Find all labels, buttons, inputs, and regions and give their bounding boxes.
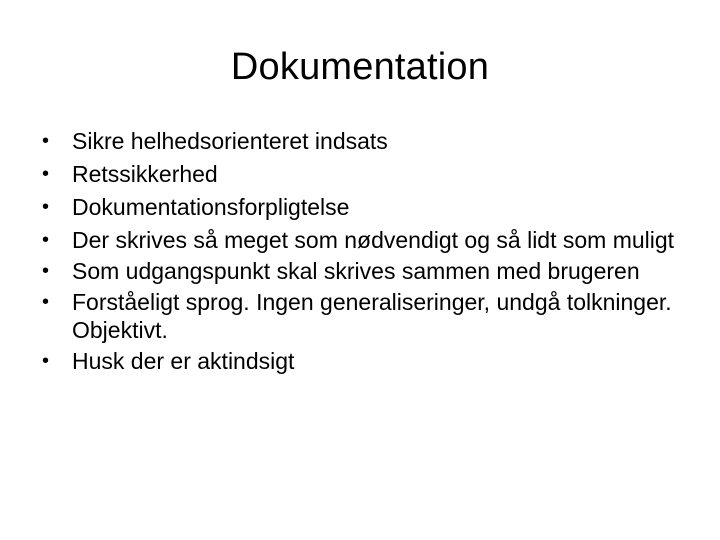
bullet-item — [42, 127, 682, 155]
bullet-item — [42, 226, 682, 254]
bullet-item — [42, 347, 682, 375]
bullet-icon: • — [42, 163, 50, 185]
bullet-text: Dokumentationsforpligtelse — [72, 194, 350, 220]
bullet-icon: • — [42, 291, 50, 313]
bullet-icon: • — [42, 350, 50, 372]
bullet-item — [42, 257, 682, 285]
bullet-text: Der skrives så meget som nødvendigt og så lidt som muligt — [72, 227, 675, 253]
bullet-text: Forståeligt sprog. Ingen generaliseringer, undgå tolkninger. Objektivt. — [72, 289, 672, 343]
slide-title: Dokumentation — [230, 46, 490, 88]
bullet-item — [42, 288, 682, 344]
bullet-text: Husk der er aktindsigt — [72, 348, 295, 374]
bullet-item — [42, 193, 682, 221]
bullet-item — [42, 160, 682, 188]
bullet-icon: • — [42, 229, 50, 251]
bullet-icon: • — [42, 196, 50, 218]
bullet-list — [42, 127, 682, 380]
bullet-text: Sikre helhedsorienteret indsats — [72, 128, 388, 154]
bullet-text: Retssikkerhed — [72, 161, 218, 187]
bullet-icon: • — [42, 260, 50, 282]
bullet-text: Som udgangspunkt skal skrives sammen med brugeren — [72, 258, 640, 284]
bullet-icon: • — [42, 130, 50, 152]
